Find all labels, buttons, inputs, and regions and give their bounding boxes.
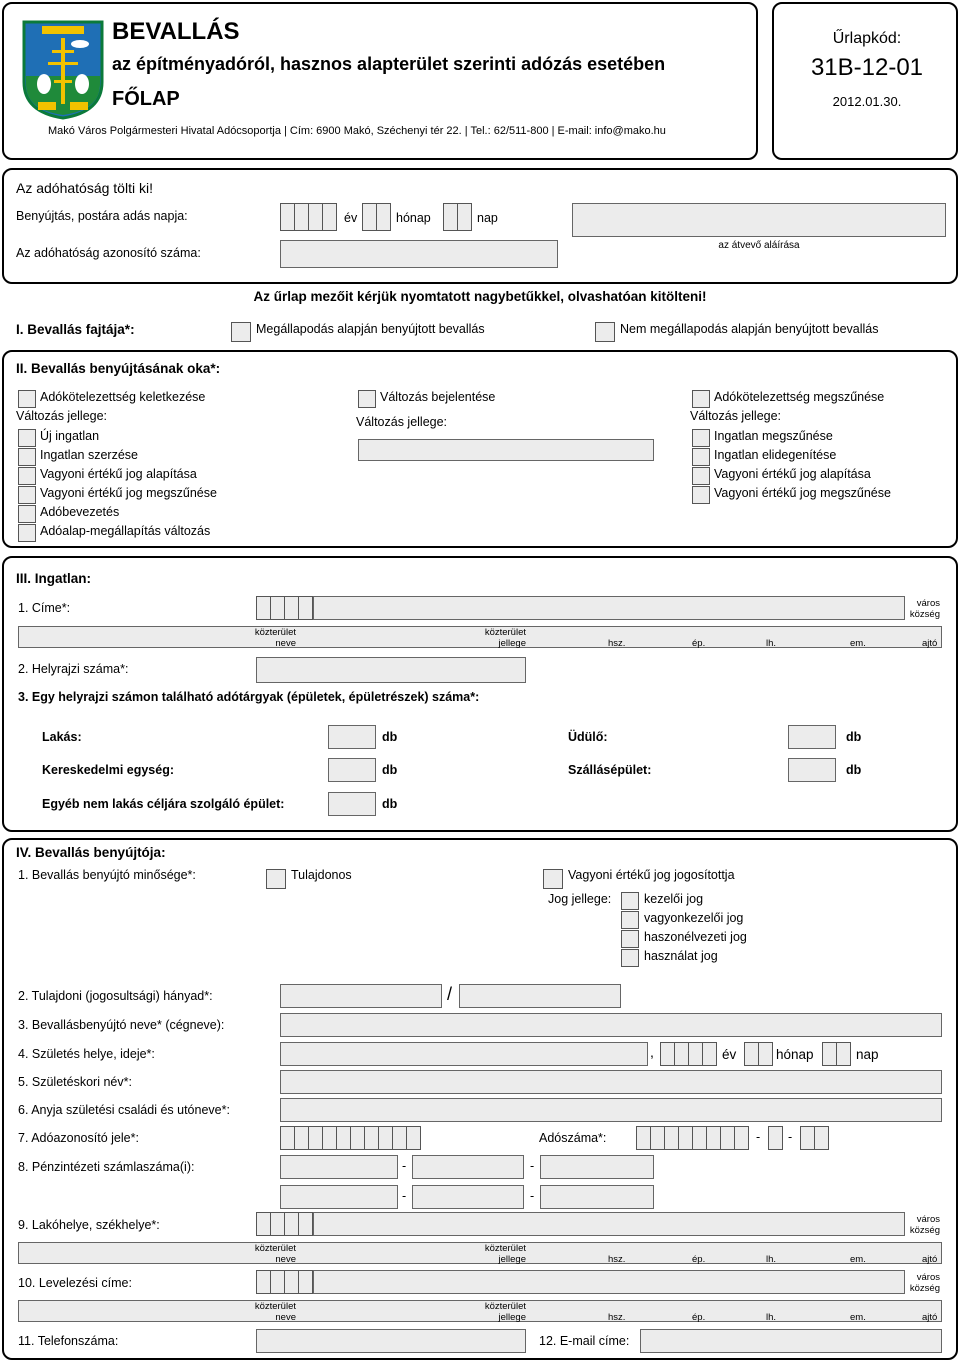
agreement-label: Megállapodás alapján benyújtott bevallás — [256, 322, 485, 336]
right-label: használat jog — [644, 949, 718, 963]
account-dash: - — [402, 1189, 407, 1203]
mailing-city-field[interactable] — [313, 1270, 905, 1294]
col3-item-label: Ingatlan elidegenítése — [714, 448, 837, 462]
section2-panel — [2, 350, 958, 548]
col3-item-label: Vagyoni értékű jog megszűnése — [714, 486, 891, 500]
form-code-label: Űrlapkód: — [832, 30, 902, 47]
village-label: község — [909, 609, 940, 620]
account-1-part1[interactable] — [280, 1155, 398, 1179]
street-kind-label: jellege — [498, 638, 526, 649]
residence-door-label: ajtó — [922, 1254, 938, 1265]
flat-label: Lakás: — [42, 730, 82, 744]
mother-name-field[interactable] — [280, 1098, 942, 1122]
q1-label: 1. Bevallás benyújtó minősége*: — [18, 868, 196, 882]
col1-item-label: Vagyoni értékű jog alapítása — [40, 467, 197, 481]
holiday-label: Üdülő: — [568, 730, 608, 744]
mailing-village-label: község — [909, 1283, 940, 1294]
authority-id-label: Az adóhatóság azonosító száma: — [16, 246, 201, 260]
city-field[interactable] — [313, 596, 905, 620]
share-numerator-field[interactable] — [280, 984, 442, 1008]
col3-item-checkbox[interactable] — [692, 486, 710, 504]
residence-street-kind-label: jellege — [498, 1254, 526, 1265]
holiday-db: db — [846, 730, 862, 744]
building-label: ép. — [692, 638, 706, 649]
mailing-ep-label: ép. — [692, 1312, 706, 1323]
q10-label: 10. Levelezési címe: — [18, 1276, 132, 1290]
signature-label: az átvevő aláírása — [718, 240, 800, 251]
right-checkbox[interactable] — [621, 911, 639, 929]
commercial-label: Kereskedelmi egység: — [42, 763, 175, 777]
submit-date-label: Benyújtás, postára adás napja: — [16, 209, 188, 223]
col1-item-checkbox[interactable] — [18, 524, 36, 542]
q2-label: 2. Tulajdoni (jogosultsági) hányad*: — [18, 989, 213, 1003]
form-date: 2012.01.30. — [832, 94, 902, 109]
other-building-label: Egyéb nem lakás céljára szolgáló épület: — [42, 797, 285, 811]
section4-title: IV. Bevallás benyújtója: — [16, 845, 166, 860]
lot-number-field[interactable] — [256, 657, 526, 683]
share-denominator-field[interactable] — [459, 984, 621, 1008]
floor-label: em. — [850, 638, 866, 649]
account-2-part2[interactable] — [412, 1185, 524, 1209]
tax-number-dash: - — [788, 1130, 793, 1144]
col3-item-checkbox[interactable] — [692, 467, 710, 485]
mailing-city-label: város — [916, 1272, 940, 1283]
section4-panel — [2, 838, 958, 1360]
q7-label: 7. Adóazonosító jele*: — [18, 1131, 139, 1145]
right-checkbox[interactable] — [621, 892, 639, 910]
lodging-db: db — [846, 763, 862, 777]
col3-item-label: Vagyoni értékű jog alapítása — [714, 467, 871, 481]
q6-label: 6. Anyja születési családi és utóneve*: — [18, 1103, 230, 1117]
email-field[interactable] — [640, 1329, 942, 1353]
right-label: kezelői jog — [644, 892, 704, 906]
lodging-label: Szállásépület: — [568, 763, 652, 777]
owner-label: Tulajdonos — [291, 868, 352, 882]
residence-street-kind-label: közterület — [484, 1243, 526, 1254]
birth-year-label: év — [722, 1047, 737, 1062]
no-agreement-label: Nem megállapodás alapján benyújtott bevallás — [620, 322, 879, 336]
mailing-door-label: ajtó — [922, 1312, 938, 1323]
tax-number-vat-cell[interactable] — [768, 1126, 783, 1150]
signature-field[interactable] — [572, 203, 946, 237]
mailing-em-label: em. — [850, 1312, 866, 1323]
form-title: BEVALLÁS — [112, 18, 240, 45]
birth-month-label: hónap — [776, 1047, 814, 1062]
other-building-count-field[interactable] — [328, 792, 376, 816]
other-building-db: db — [382, 797, 398, 811]
mailing-hsz-label: hsz. — [608, 1312, 626, 1323]
obligation-end-label: Adókötelezettség megszűnése — [714, 390, 885, 404]
section3-title: III. Ingatlan: — [16, 571, 92, 586]
mailing-street-kind-label: jellege — [498, 1312, 526, 1323]
col1-item-checkbox[interactable] — [18, 448, 36, 466]
residence-street-name-label: közterület — [254, 1243, 296, 1254]
col2-nature-label: Változás jellege: — [356, 415, 448, 429]
fill-notice: Az űrlap mezőit kérjük nyomtatott nagybetűkkel, olvashatóan kitölteni! — [253, 289, 707, 304]
right-holder-checkbox[interactable] — [543, 869, 563, 889]
house-number-label: hsz. — [608, 638, 626, 649]
month-label: hónap — [396, 211, 431, 225]
q3-label: 3. Bevallásbenyújtó neve* (cégneve): — [18, 1018, 225, 1032]
residence-city-label: város — [916, 1214, 940, 1225]
obligation-end-checkbox[interactable] — [692, 390, 710, 408]
authority-id-field[interactable] — [280, 240, 558, 268]
sheet-name: FŐLAP — [112, 88, 180, 110]
residence-em-label: em. — [850, 1254, 866, 1265]
lot-number-label: 2. Helyrajzi száma*: — [18, 662, 129, 676]
birthplace-field[interactable] — [280, 1042, 648, 1066]
right-checkbox[interactable] — [621, 930, 639, 948]
obligation-start-label: Adókötelezettség keletkezése — [40, 390, 206, 404]
col1-item-label: Adóbevezetés — [40, 505, 120, 519]
col3-item-checkbox[interactable] — [692, 448, 710, 466]
mailing-street-name-label: neve — [275, 1312, 296, 1323]
col1-item-label: Vagyoni értékű jog megszűnése — [40, 486, 217, 500]
right-holder-label: Vagyoni értékű jog jogosítottja — [568, 868, 735, 882]
account-2-part3[interactable] — [540, 1185, 654, 1209]
account-dash: - — [530, 1159, 535, 1173]
lodging-count-field[interactable] — [788, 758, 836, 782]
flat-count-field[interactable] — [328, 725, 376, 749]
address-label: 1. Címe*: — [18, 601, 71, 615]
account-dash: - — [402, 1159, 407, 1173]
birth-name-field[interactable] — [280, 1070, 942, 1094]
q4-label: 4. Születés helye, ideje*: — [18, 1047, 155, 1061]
phone-field[interactable] — [256, 1329, 526, 1353]
form-code-panel — [772, 2, 958, 160]
office-contact: Makó Város Polgármesteri Hivatal Adócsoportja | Cím: 6900 Makó, Széchenyi tér 22. | Tel.: 62/511-800 | E-mail: info@mako.hu — [48, 125, 666, 137]
door-label: ajtó — [922, 638, 938, 649]
col3-item-label: Ingatlan megszűnése — [714, 429, 833, 443]
no-agreement-checkbox[interactable] — [595, 322, 615, 342]
street-kind-label: közterület — [484, 627, 526, 638]
q8-label: 8. Pénzintézeti számlaszáma(i): — [18, 1160, 195, 1174]
q9-label: 9. Lakóhelye, székhelye*: — [18, 1218, 160, 1232]
col1-item-label: Ingatlan szerzése — [40, 448, 138, 462]
q12-label: 12. E-mail címe: — [539, 1334, 630, 1348]
birth-comma: , — [650, 1044, 654, 1060]
section1-title: I. Bevallás fajtája*: — [16, 322, 135, 337]
account-dash: - — [530, 1189, 535, 1203]
right-kind-label: Jog jellege: — [548, 892, 612, 906]
account-1-part2[interactable] — [412, 1155, 524, 1179]
name-field[interactable] — [280, 1013, 942, 1037]
authority-panel — [2, 168, 958, 284]
staircase-label: lh. — [766, 638, 777, 649]
street-name-label: közterület — [254, 627, 296, 638]
agreement-checkbox[interactable] — [231, 322, 251, 342]
section3-panel — [2, 556, 958, 832]
account-1-part3[interactable] — [540, 1155, 654, 1179]
tax-number-dash: - — [756, 1130, 761, 1144]
q5-label: 5. Születéskori név*: — [18, 1075, 132, 1089]
objects-label: 3. Egy helyrajzi számon található adótárgyak (épületek, épületrészek) száma*: — [18, 690, 480, 704]
col3-nature-label: Változás jellege: — [690, 409, 782, 423]
street-name-label: neve — [275, 638, 296, 649]
mailing-lh-label: lh. — [766, 1312, 777, 1323]
holiday-count-field[interactable] — [788, 725, 836, 749]
flat-db: db — [382, 730, 398, 744]
residence-street-name-label: neve — [275, 1254, 296, 1265]
col1-nature-label: Változás jellege: — [16, 409, 108, 423]
col3-item-checkbox[interactable] — [692, 429, 710, 447]
col1-item-checkbox[interactable] — [18, 486, 36, 504]
residence-ep-label: ép. — [692, 1254, 706, 1265]
mailing-street-kind-label: közterület — [484, 1301, 526, 1312]
right-label: vagyonkezelői jog — [644, 911, 744, 925]
col1-item-checkbox[interactable] — [18, 505, 36, 523]
change-nature-field[interactable] — [358, 439, 654, 461]
form-subtitle: az építményadóról, hasznos alapterület szerinti adózás esetében — [112, 54, 666, 74]
share-slash: / — [447, 984, 453, 1004]
col1-item-checkbox[interactable] — [18, 429, 36, 447]
col1-item-label: Új ingatlan — [40, 429, 100, 443]
account-2-part1[interactable] — [280, 1185, 398, 1209]
city-label: város — [916, 598, 940, 609]
day-label: nap — [477, 211, 498, 225]
year-label: év — [344, 211, 358, 225]
mailing-street-name-label: közterület — [254, 1301, 296, 1312]
residence-city-field[interactable] — [313, 1212, 905, 1236]
residence-village-label: község — [909, 1225, 940, 1236]
col1-item-label: Adóalap-megállapítás változás — [40, 524, 211, 538]
coat-of-arms-icon — [22, 20, 104, 120]
change-report-label: Változás bejelentése — [380, 390, 496, 404]
owner-checkbox[interactable] — [266, 869, 286, 889]
right-label: haszonélvezeti jog — [644, 930, 747, 944]
header-panel — [2, 2, 758, 160]
commercial-count-field[interactable] — [328, 758, 376, 782]
section2-title: II. Bevallás benyújtásának oka*: — [16, 361, 221, 376]
authority-title: Az adóhatóság tölti ki! — [16, 180, 153, 196]
change-report-checkbox[interactable] — [358, 390, 376, 408]
obligation-start-checkbox[interactable] — [18, 390, 36, 408]
residence-lh-label: lh. — [766, 1254, 777, 1265]
right-checkbox[interactable] — [621, 949, 639, 967]
residence-hsz-label: hsz. — [608, 1254, 626, 1265]
q11-label: 11. Telefonszáma: — [18, 1334, 119, 1348]
tax-number-label: Adószáma*: — [539, 1131, 607, 1145]
commercial-db: db — [382, 763, 398, 777]
birth-day-label: nap — [856, 1047, 879, 1062]
col1-item-checkbox[interactable] — [18, 467, 36, 485]
form-code: 31B-12-01 — [810, 54, 924, 81]
